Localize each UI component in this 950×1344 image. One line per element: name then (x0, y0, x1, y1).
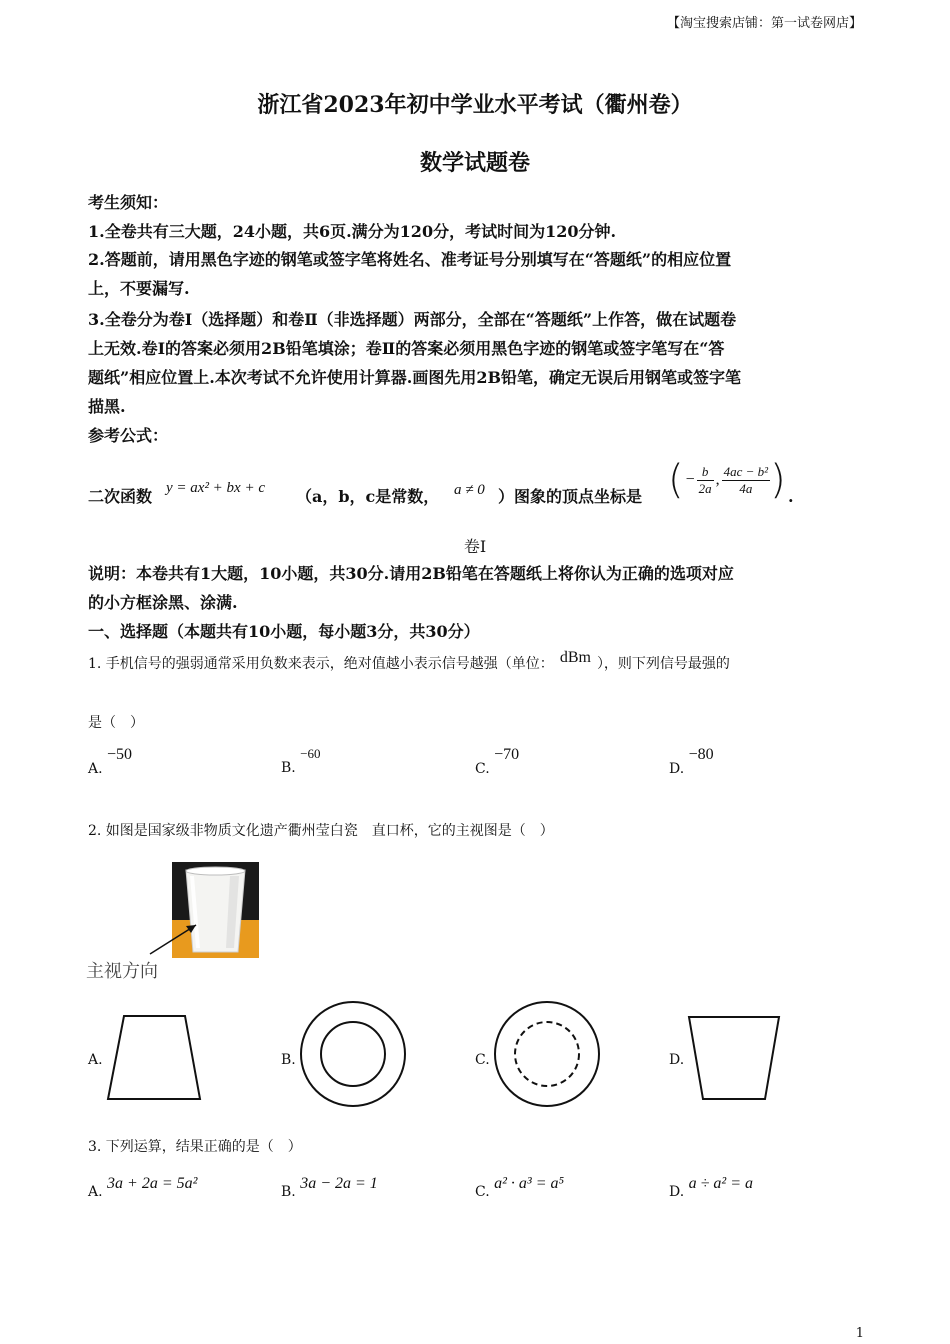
option-letter: B. (281, 760, 296, 776)
formula-suffix: ）图象的顶点坐标是 (498, 487, 643, 506)
question-1-text-b: ），则下列信号最强的 (596, 656, 730, 672)
formula-constants-note: （a，b，c是常数， (296, 487, 440, 506)
question-1-text-a: 1. 手机信号的强弱通常采用负数来表示，绝对值越小表示信号越强（单位： (88, 656, 554, 672)
question-1-option-d[interactable] (669, 746, 714, 778)
question-3-option-c[interactable] (475, 1175, 565, 1201)
minus-sign-glyph: − (685, 471, 695, 488)
option-letter: A. (88, 1184, 103, 1200)
option-expression: 3a + 2a = 5a² (107, 1175, 198, 1192)
question-2-text: 2. 如图是国家级非物质文化遗产衢州莹白瓷 直口杯，它的主视图是（ ） (88, 823, 554, 839)
exam-subtitle: 数学试题卷 (419, 150, 530, 176)
option-letter: C. (475, 761, 490, 777)
formula-condition: a ≠ 0 (454, 482, 485, 498)
option-letter: A. (88, 761, 103, 777)
question-1-text-c: 是（ ） (88, 715, 144, 731)
cup-photo (172, 862, 259, 958)
option-letter: D. (669, 761, 685, 777)
question-2-option-b-label[interactable]: B. (281, 1052, 296, 1068)
exam-title: 浙江省2023年初中学业水平考试（衢州卷） (257, 92, 693, 118)
notice-item-3-line-3: 题纸”相应位置上.本次考试不允许使用计算器.画图先用2B铅笔，确定无误后用钢笔或签字笔 (88, 368, 742, 387)
question-1-text (88, 649, 730, 673)
notice-item-1: 1.全卷共有三大题，24小题，共6页.满分为120分，考试时间为120分钟. (88, 222, 617, 241)
question-2-option-a-label[interactable]: A. (88, 1052, 103, 1068)
option-expression: a ÷ a² = a (688, 1175, 754, 1192)
notice-item-2-line-2: 上，不要漏写. (88, 279, 190, 298)
vertex-y-numerator: 4ac − b² (723, 463, 769, 479)
vertex-x-numerator: b (697, 464, 714, 481)
option-value: −50 (107, 746, 133, 763)
question-2-option-d-label[interactable]: D. (669, 1052, 685, 1068)
notice-heading: 考生须知： (88, 193, 169, 212)
page-number: 1 (855, 1326, 864, 1341)
shop-note: 【淘宝搜索店铺：第一试卷网店】 (666, 16, 862, 31)
left-paren-glyph: ( (668, 457, 684, 503)
question-3-option-d[interactable] (669, 1175, 754, 1201)
option-expression: a² · a³ = a⁵ (494, 1175, 565, 1192)
option-value: −70 (494, 746, 520, 763)
question-2-option-c-label[interactable]: C. (475, 1052, 490, 1068)
formula-heading: 参考公式： (88, 426, 169, 445)
trapezoid-wide-top-figure (687, 1014, 783, 1102)
view-direction-label: 主视方向 (86, 961, 158, 982)
question-1-unit: dBm (559, 649, 591, 666)
option-value: −80 (688, 746, 714, 763)
question-1-option-c[interactable] (475, 746, 520, 778)
section-1-label: 卷Ⅰ (463, 537, 487, 556)
vertex-y-fraction (722, 464, 770, 497)
question-1-option-b[interactable] (281, 746, 321, 776)
concentric-circles-figure (299, 1000, 407, 1108)
notice-item-3-line-2: 上无效.卷Ⅰ的答案必须用2B铅笔填涂；卷Ⅱ的答案必须用黑色字迹的钢笔或签字笔写在“答 (88, 339, 725, 358)
question-1-option-a[interactable] (88, 746, 133, 778)
section-1-desc-line-1: 说明：本卷共有1大题，10小题，共30分.请用2B铅笔在答题纸上将你认为正确的选项对应 (88, 564, 734, 583)
question-3-option-a[interactable] (88, 1175, 198, 1201)
right-paren-glyph: ) (770, 457, 786, 503)
vertex-x-fraction (697, 464, 714, 497)
dashed-inner-circle-figure (493, 1000, 601, 1108)
part-1-heading: 一、选择题（本题共有10小题，每小题3分，共30分） (88, 622, 480, 641)
notice-item-3-line-4: 描黑. (88, 397, 126, 416)
formula-expression: y = ax² + bx + c (166, 480, 265, 496)
formula-prefix: 二次函数 (88, 487, 153, 506)
option-letter: B. (281, 1184, 296, 1200)
section-1-desc-line-2: 的小方框涂黑、涂满. (88, 593, 238, 612)
vertex-formula (668, 452, 786, 508)
notice-item-2-line-1: 2.答题前，请用黑色字迹的钢笔或签字笔将姓名、准考证号分别填写在“答题纸”的相应位置 (88, 250, 732, 269)
vertex-x-denominator: 2a (698, 480, 712, 496)
vertex-y-denominator: 4a (739, 480, 753, 496)
question-3-text: 3. 下列运算，结果正确的是（ ） (88, 1139, 302, 1155)
option-letter: C. (475, 1184, 490, 1200)
option-letter: D. (669, 1184, 685, 1200)
formula-end: . (788, 487, 794, 506)
trapezoid-wide-bottom-figure (106, 1014, 202, 1102)
comma-glyph: , (715, 471, 720, 488)
notice-item-3-line-1: 3.全卷分为卷Ⅰ（选择题）和卷Ⅱ（非选择题）两部分，全部在“答题纸”上作答，做在试题卷 (88, 310, 737, 329)
option-value: −60 (300, 746, 321, 761)
question-3-option-b[interactable] (281, 1175, 378, 1201)
option-expression: 3a − 2a = 1 (300, 1175, 378, 1192)
